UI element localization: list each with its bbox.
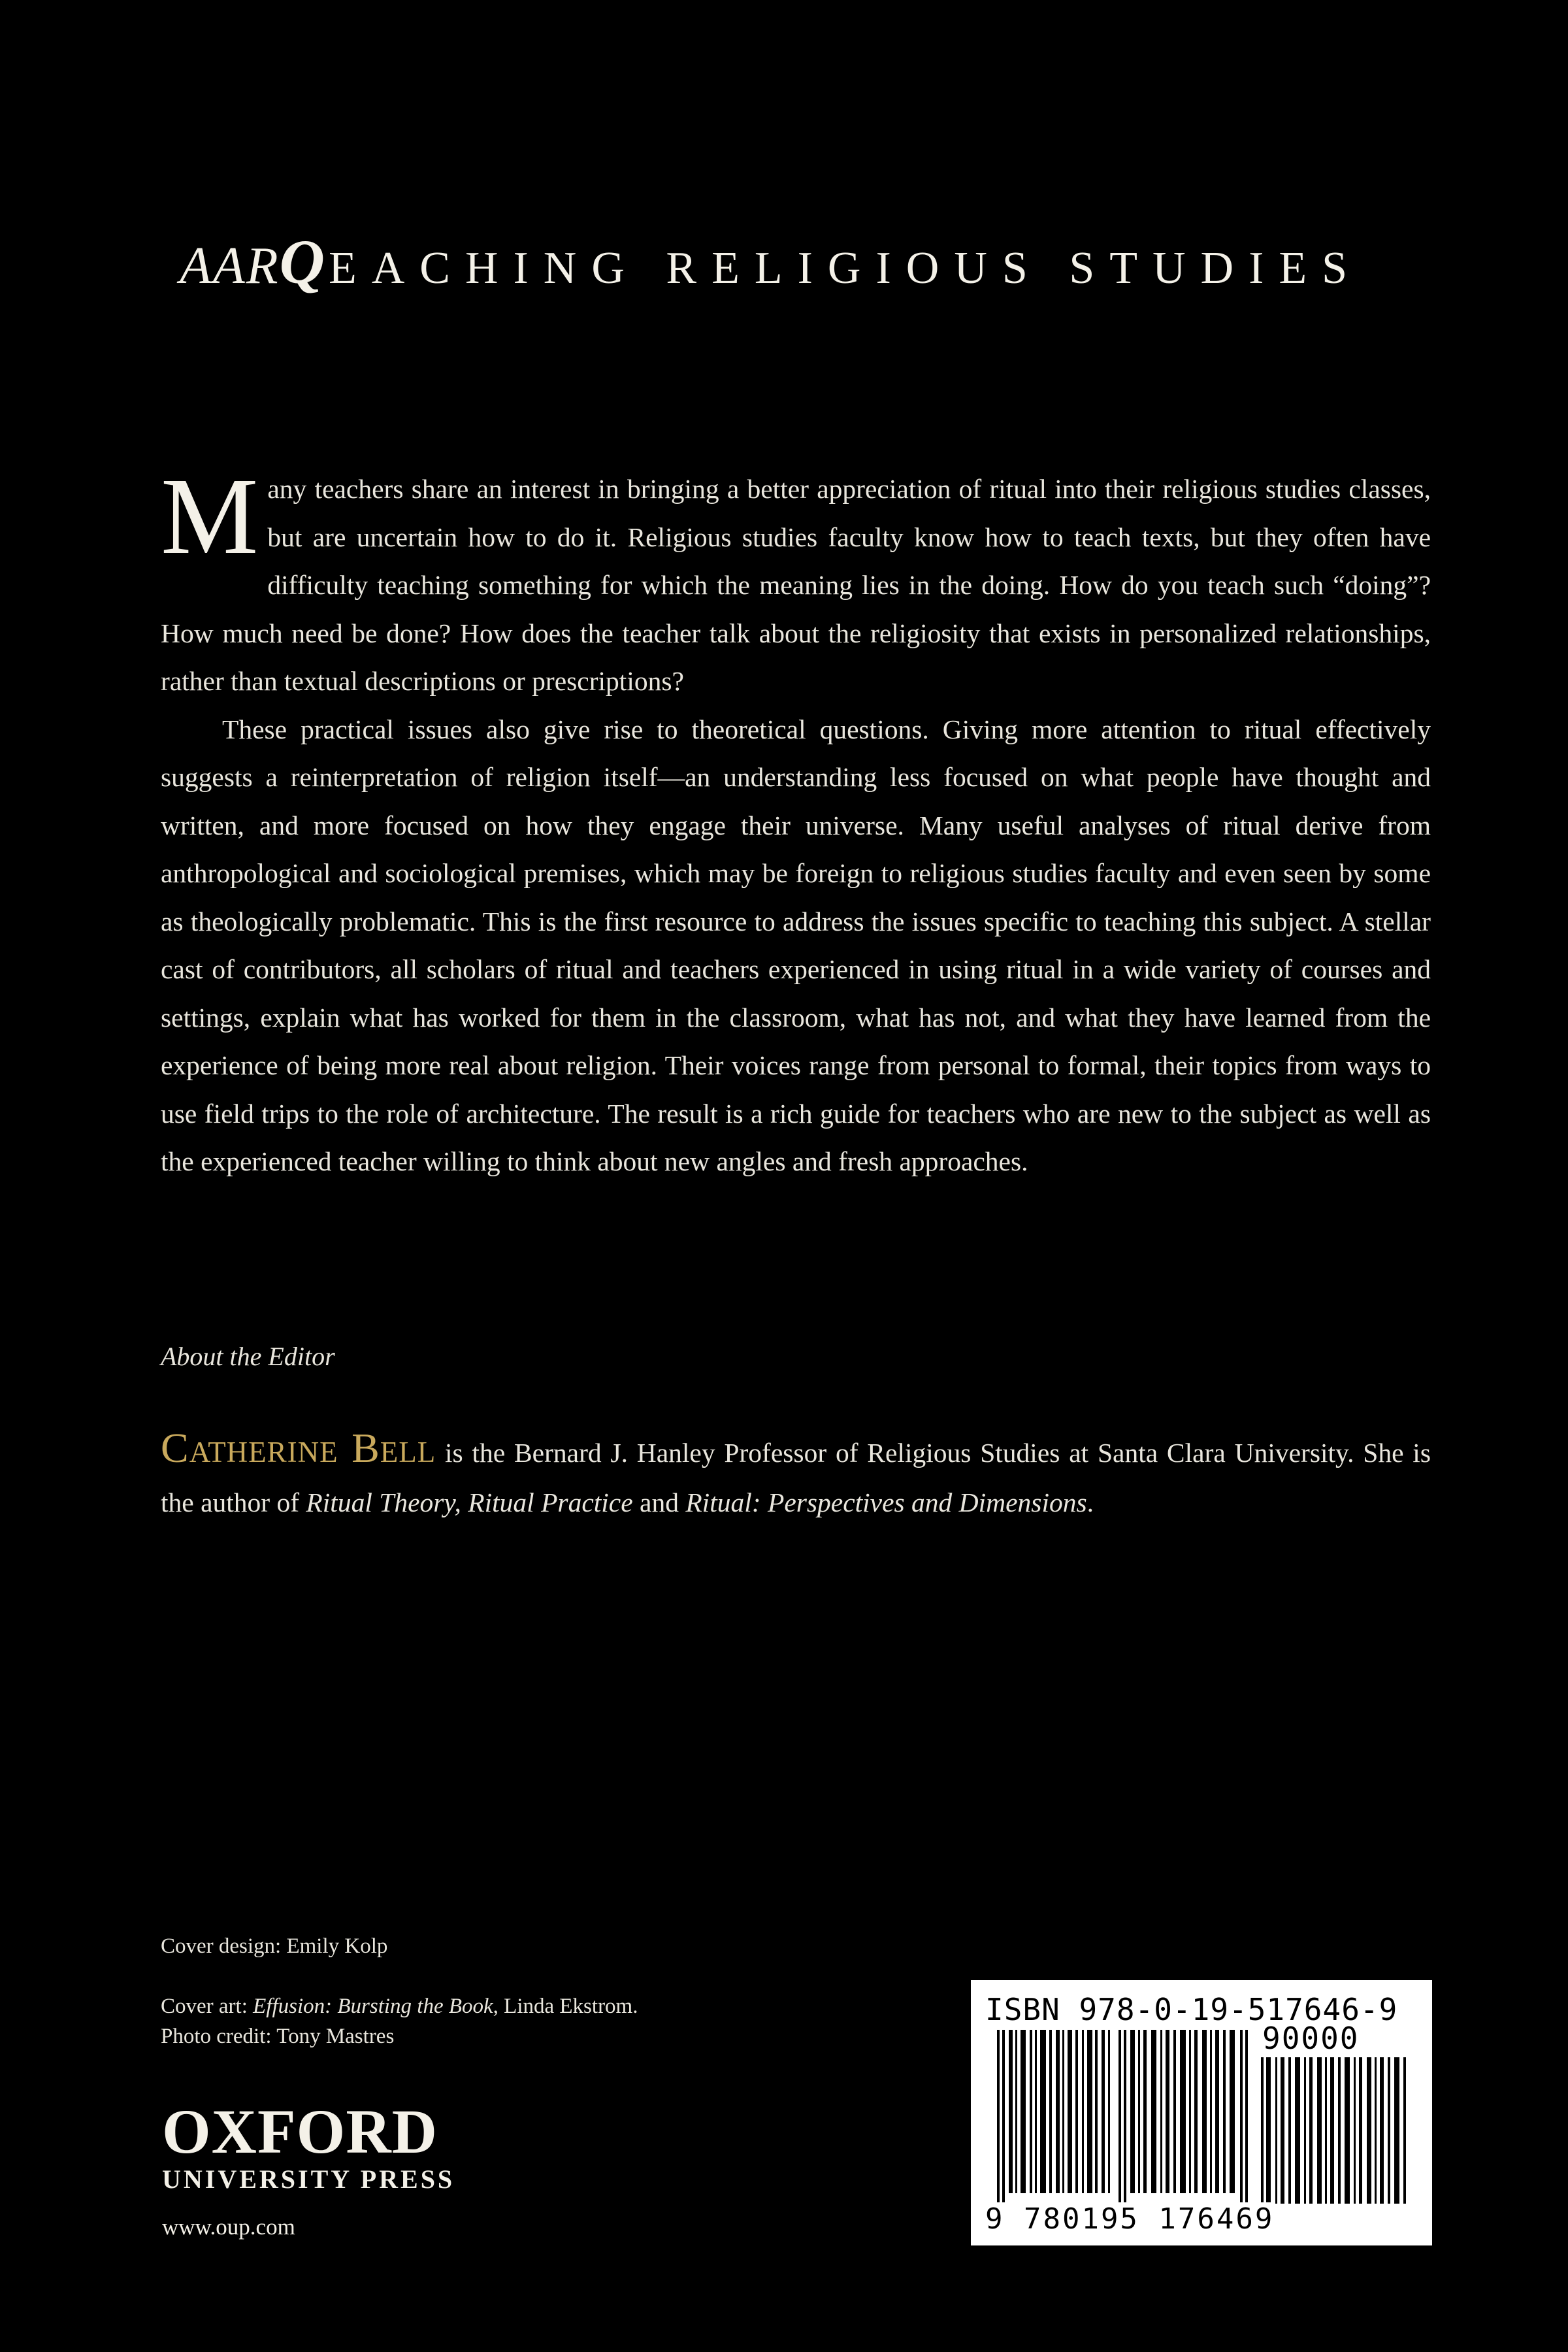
bio-text-2: and <box>632 1487 686 1517</box>
book-description <box>161 455 1431 1186</box>
cover-credits <box>161 1931 749 2051</box>
series-name: EACHING RELIGIOUS STUDIES <box>328 243 1363 293</box>
bio-text-1: is the Bernard J. Hanley Professor of Religious Studies at Santa Clara University. She is the author of <box>161 1438 1431 1517</box>
cover-art-prefix: Cover art: <box>161 1995 253 2018</box>
description-paragraph-2: These practical issues also give rise to theoretical questions. Giving more attention to ritual effectively suggests a reinterpretation of religion itself—an understanding less focused on what people have thought and written, and more focused on how they engage their universe. Many useful analyses of ritual derive from anthropological and sociological premises, which may be foreign to religious studies faculty and even seen by some as theologically problematic. This is the first resource to address the issues specific to teaching this subject. A stellar cast of contributors, all scholars of ritual and teachers experienced in using ritual in a wide variety of courses and settings, explain what has worked for them in the classroom, what has not, and what they have learned from the experience of being more real about religion. Their voices range from personal to formal, their topics from ways to use field trips to the role of architecture. The result is a rich guide for teachers who are new to the subject as well as the experienced teacher willing to think about new angles and fresh approaches. <box>161 714 1431 1176</box>
drop-cap: M <box>161 455 259 577</box>
publisher-logo <box>162 2096 463 2240</box>
series-initial: Q <box>279 227 325 297</box>
cover-art-credit <box>161 1991 749 2021</box>
cover-design-credit: Cover design: Emily Kolp <box>161 1934 388 1958</box>
editor-bio <box>161 1423 1431 1527</box>
publisher-url: www.oup.com <box>162 2214 295 2240</box>
price-bars <box>1261 2057 1411 2204</box>
publisher-name: OXFORD <box>162 2096 438 2166</box>
paragraph-1-text: any teachers share an interest in bringing a better appreciation of ritual into their religious studies classes, but are uncertain how to do it. Religious studies faculty know how to teach texts, but they often have difficulty teaching something for which the meaning lies in the doing. How do you teach such “doing”? How much need be done? How does the teacher talk about the religiosity that exists in personalized relationships, rather than textual descriptions or prescriptions? <box>161 474 1431 696</box>
book-title-1: Ritual Theory, Ritual Practice <box>306 1487 633 1517</box>
aar-logo: AAR <box>180 237 280 295</box>
ean-bars <box>997 2030 1252 2206</box>
editor-name: Catherine Bell <box>161 1425 436 1471</box>
cover-art-title: Effusion: Bursting the Book <box>253 1995 493 2018</box>
photo-credit: Photo credit: Tony Mastres <box>161 2025 395 2048</box>
book-title-2: Ritual: Perspectives and Dimensions <box>685 1487 1087 1517</box>
cover-art-suffix: , Linda Ekstrom. <box>493 1995 638 2018</box>
about-editor-heading: About the Editor <box>161 1342 335 1371</box>
isbn-barcode <box>971 1980 1432 2245</box>
series-title <box>180 225 1421 297</box>
bio-text-3: . <box>1086 1487 1094 1517</box>
description-paragraph-1 <box>161 455 1431 706</box>
ean-number: 9 780195 176469 <box>985 2202 1275 2236</box>
price-code: 90000 <box>1262 2021 1360 2056</box>
publisher-subtitle: UNIVERSITY PRESS <box>162 2164 455 2194</box>
isbn-text: ISBN 978-0-19-517646-9 <box>985 1992 1398 2027</box>
